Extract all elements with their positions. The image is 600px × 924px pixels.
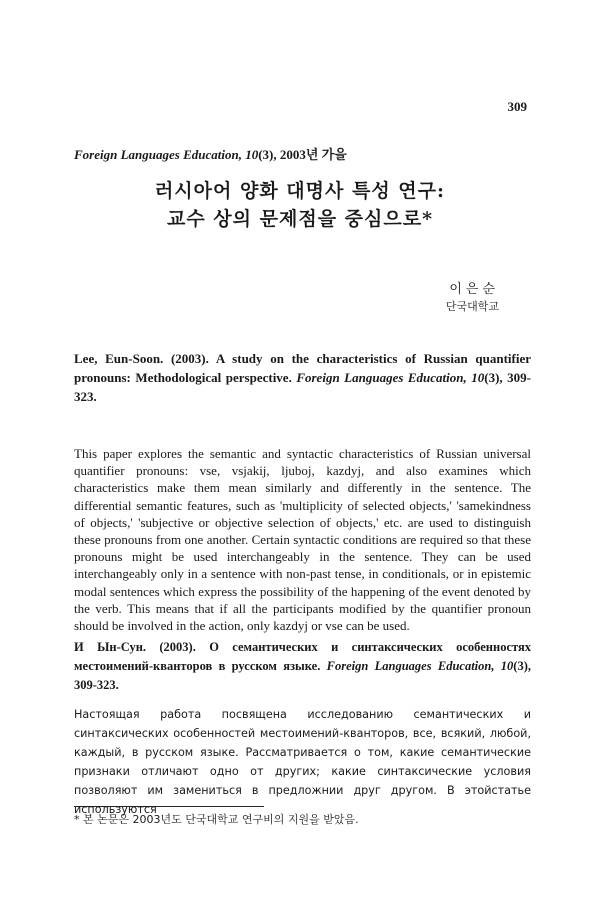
author-affiliation: 단국대학교 [445, 300, 499, 313]
journal-header [74, 144, 347, 163]
citation-en-volume: 10 [471, 370, 485, 385]
title-line-2: 교수 상의 문제점을 중심으로* [166, 208, 434, 230]
title-line-1: 러시아어 양화 대명사 특성 연구: [154, 180, 446, 202]
journal-year: 2003년 가을 [279, 147, 347, 162]
page-number: 309 [507, 99, 527, 114]
journal-name: Foreign Languages Education, [74, 147, 246, 162]
paper-title [0, 177, 600, 233]
author-name: 이은순 [449, 282, 499, 297]
journal-volume: 10 [245, 147, 259, 162]
citation-en-rest: (3), 309-323. [74, 370, 531, 404]
abstract-english: This paper explores the semantic and syntactic characteristics of Russian universal quantifier pronouns: vse, vsjakij, ljuboj, kazdyj, and also examines which characteristics make them mean similarly and differently in the sentence. The differential semantic features, such as 'multiplicity of selected objects,' 'samekindness of objects,' 'subjective or objective selection of objects,' etc. are used to distinguish these pronouns from one another. Certain syntactic conditions are required so that these pronouns might be used interchangeably in the sentence. They can be used interchangeably only in a sentence with non-past tense, in conditionals, or in epistemic modal sentences which express the possibility of the happening of the event denoted by the verb. This means that if all the participants modified by the quantifier pronoun should be involved in the action, only kazdyj or vse can be used. [74, 446, 531, 634]
citation-ru-text: И Ын-Сун. (2003). О семантических и синтаксических особенностях местоимений-кванторов в русском языке. [74, 640, 531, 673]
citation-ru-rest: (3), 309-323. [74, 659, 531, 692]
citation-en-journal: Foreign Languages Education, [296, 370, 472, 385]
citation-russian [74, 638, 531, 695]
footnote-divider [74, 806, 264, 807]
journal-issue: (3), [258, 147, 280, 162]
citation-english [74, 349, 531, 406]
citation-en-text: Lee, Eun-Soon. (2003). A study on the characteristics of Russian quantifier pronouns: Methodological perspective. [74, 351, 531, 385]
footnote: * 본 논문은 2003년도 단국대학교 연구비의 지원을 받았음. [74, 813, 359, 826]
citation-ru-volume: 10 [500, 659, 514, 673]
citation-ru-journal: Foreign Languages Education, [326, 659, 501, 673]
abstract-russian: Настоящая работа посвящена исследованию семантических и синтаксических особенностей местоимений-кванторов, все, всякий, любой, каждый, в русском языке. Рассматривается о том, какие семантические признаки отличают одно от других; какие синтаксические условия позволяют им замениться в предложнии друг другом. В этойстатье используются [74, 708, 531, 816]
